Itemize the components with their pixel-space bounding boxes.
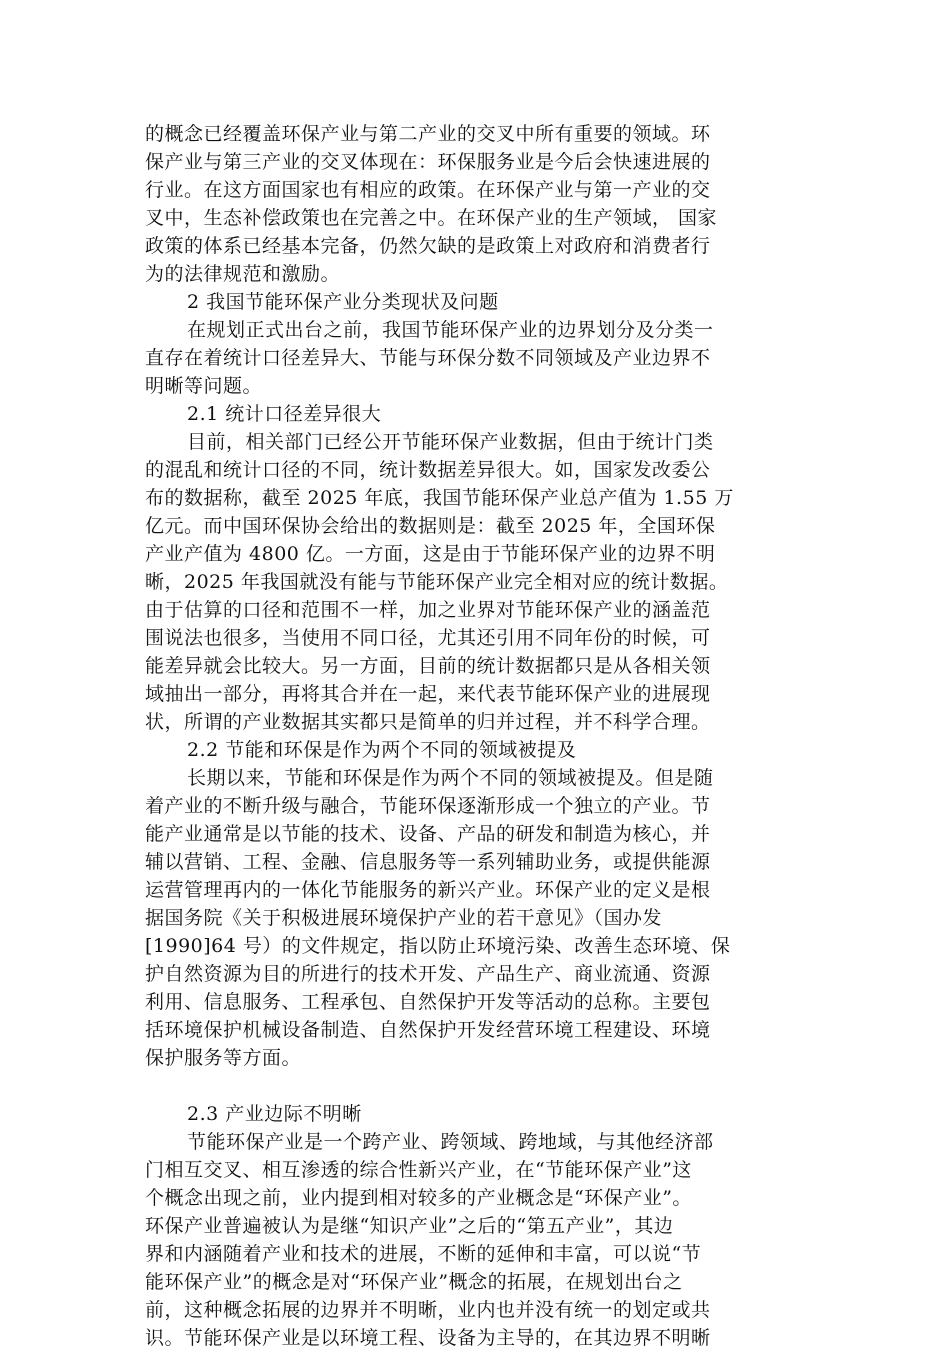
text-line: 政策的体系已经基本完备，仍然欠缺的是政策上对政府和消费者行: [145, 235, 711, 257]
text-line: 2.1 统计口径差异很大: [187, 403, 382, 425]
text-line: 状，所谓的产业数据其实都只是简单的归并过程，并不科学合理。: [145, 711, 711, 733]
text-line: 利用、信息服务、工程承包、自然保护开发等活动的总称。主要包: [145, 991, 711, 1013]
text-line: 个概念出现之前，业内提到相对较多的产业概念是“环保产业”。: [145, 1187, 692, 1209]
text-line: 能差异就会比较大。另一方面，目前的统计数据都只是从各相关领: [145, 655, 711, 677]
text-line: 前，这种概念拓展的边界并不明晰，业内也并没有统一的划定或共: [145, 1299, 711, 1321]
text-line: 节能环保产业是一个跨产业、跨领域、跨地域，与其他经济部: [187, 1131, 714, 1153]
text-line: 的混乱和统计口径的不同，统计数据差异很大。如，国家发改委公: [145, 459, 711, 481]
text-line: 保产业与第三产业的交叉体现在：环保服务业是今后会快速进展的: [145, 151, 711, 173]
text-line: 运营管理再内的一体化节能服务的新兴产业。环保产业的定义是根: [145, 879, 711, 901]
text-line: 在规划正式出台之前，我国节能环保产业的边界划分及分类一: [187, 319, 714, 341]
blank-line: [145, 1072, 805, 1100]
text-line: 门相互交叉、相互渗透的综合性新兴产业，在“节能环保产业”这: [145, 1159, 692, 1181]
text-line: 能环保产业”的概念是对“环保产业”概念的拓展，在规划出台之: [145, 1271, 683, 1293]
text-line: 围说法也很多，当使用不同口径，尤其还引用不同年份的时候，可: [145, 627, 711, 649]
text-line: 产业产值为 4800 亿。一方面，这是由于节能环保产业的边界不明: [145, 543, 716, 565]
text-line: [1990]64 号）的文件规定，指以防止环境污染、改善生态环境、保: [145, 935, 731, 957]
text-line: 括环境保护机械设备制造、自然保护开发经营环境工程建设、环境: [145, 1019, 711, 1041]
text-line: 长期以来，节能和环保是作为两个不同的领域被提及。但是随: [187, 767, 714, 789]
text-line: 为的法律规范和激励。: [145, 263, 341, 285]
text-line: 的概念已经覆盖环保产业与第二产业的交叉中所有重要的领域。环: [145, 123, 711, 145]
text-line: 晰，2025 年我国就没有能与节能环保产业完全相对应的统计数据。: [145, 571, 729, 593]
text-line: 叉中，生态补偿政策也在完善之中。在环保产业的生产领域， 国家: [145, 207, 718, 229]
text-line: 目前，相关部门已经公开节能环保产业数据，但由于统计门类: [187, 431, 714, 453]
text-line: 保护服务等方面。: [145, 1047, 302, 1069]
text-line: 辅以营销、工程、金融、信息服务等一系列辅助业务，或提供能源: [145, 851, 711, 873]
text-line: 护自然资源为目的所进行的技术开发、产品生产、商业流通、资源: [145, 963, 711, 985]
text-line: 识。节能环保产业是以环境工程、设备为主导的，在其边界不明晰: [145, 1327, 711, 1349]
text-line: 域抽出一部分，再将其合并在一起，来代表节能环保产业的进展现: [145, 683, 711, 705]
text-line: 直存在着统计口径差异大、节能与环保分数不同领域及产业边界不: [145, 347, 711, 369]
text-line: 着产业的不断升级与融合，节能环保逐渐形成一个独立的产业。节: [145, 795, 711, 817]
text-line: 界和内涵随着产业和技术的进展，不断的延伸和丰富，可以说“节: [145, 1243, 702, 1265]
text-line: 2.2 节能和环保是作为两个不同的领域被提及: [187, 739, 577, 761]
text-line: 据国务院《关于积极进展环境保护产业的若干意见》（国办发: [145, 907, 663, 929]
text-line: 能产业通常是以节能的技术、设备、产品的研发和制造为核心，并: [145, 823, 711, 845]
text-line: 亿元。而中国环保协会给出的数据则是：截至 2025 年，全国环保: [145, 515, 716, 537]
text-line: 明晰等问题。: [145, 375, 263, 397]
document-body: [145, 120, 805, 1352]
text-line: 2.3 产业边际不明晰: [187, 1103, 362, 1125]
text-line: 2 我国节能环保产业分类现状及问题: [187, 291, 499, 313]
text-line: 布的数据称，截至 2025 年底，我国节能环保产业总产值为 1.55 万: [145, 487, 734, 509]
text-line: 由于估算的口径和范围不一样，加之业界对节能环保产业的涵盖范: [145, 599, 711, 621]
text-line: 行业。在这方面国家也有相应的政策。在环保产业与第一产业的交: [145, 179, 711, 201]
text-line: 环保产业普遍被认为是继“知识产业”之后的“第五产业”，其边: [145, 1215, 674, 1237]
